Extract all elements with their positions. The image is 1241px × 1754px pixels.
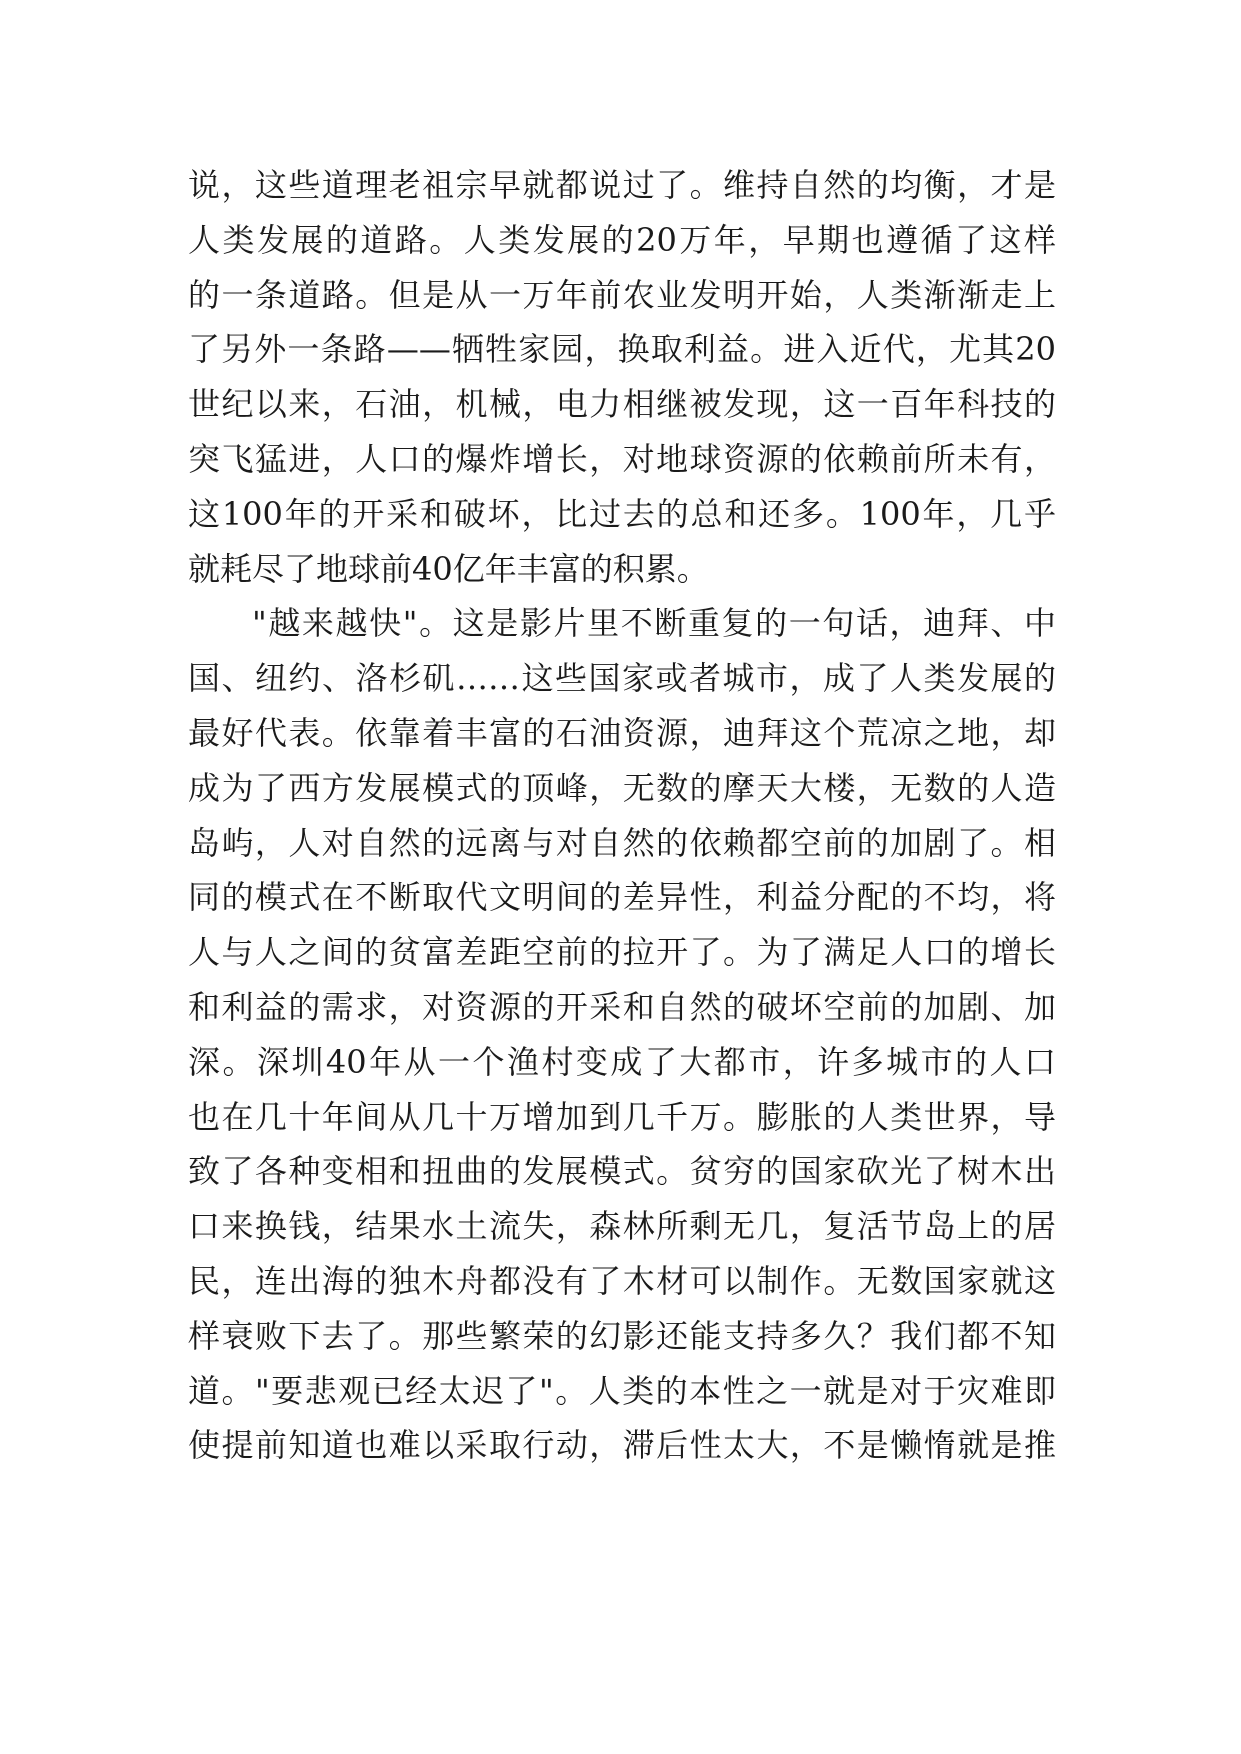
- body-text: [188, 158, 1056, 1473]
- text-line: 也在几十年间从几十万增加到几千万。膨胀的人类世界，导: [188, 1097, 1056, 1136]
- text-line: 说，这些道理老祖宗早就都说过了。维持自然的均衡，才是: [188, 166, 1056, 204]
- text-line: 的一条道路。但是从一万年前农业发明开始，人类渐渐走上: [188, 275, 1056, 314]
- text-line: 就耗尽了地球前40亿年丰富的积累。: [188, 549, 709, 588]
- text-line: 口来换钱，结果水土流失，森林所剩无几，复活节岛上的居: [188, 1207, 1056, 1246]
- text-line: 突飞猛进，人口的爆炸增长，对地球资源的依赖前所未有，: [188, 439, 1056, 478]
- text-line: 民，连出海的独木舟都没有了木材可以制作。无数国家就这: [188, 1261, 1056, 1300]
- text-line: 样衰败下去了。那些繁荣的幻影还能支持多久？我们都不知: [188, 1316, 1056, 1355]
- text-line: 世纪以来，石油，机械，电力相继被发现，这一百年科技的: [188, 385, 1056, 424]
- text-line: "越来越快"。这是影片里不断重复的一句话，迪拜、中: [252, 604, 1056, 643]
- text-line: 致了各种变相和扭曲的发展模式。贫穷的国家砍光了树木出: [188, 1152, 1056, 1191]
- text-line: 国、纽约、洛杉矶……这些国家或者城市，成了人类发展的: [188, 659, 1056, 698]
- text-line: 使提前知道也难以采取行动，滞后性太大，不是懒惰就是推: [188, 1426, 1056, 1465]
- text-line: 了另外一条路——牺牲家园，换取利益。进入近代，尤其20: [188, 330, 1056, 369]
- text-line: 道。"要悲观已经太迟了"。人类的本性之一就是对于灾难即: [188, 1371, 1056, 1410]
- text-line: 人与人之间的贫富差距空前的拉开了。为了满足人口的增长: [188, 933, 1056, 972]
- text-line: 深。深圳40年从一个渔村变成了大都市，许多城市的人口: [188, 1042, 1056, 1081]
- text-line: 和利益的需求，对资源的开采和自然的破坏空前的加剧、加: [188, 987, 1056, 1026]
- text-line: 人类发展的道路。人类发展的20万年，早期也遵循了这样: [188, 220, 1056, 259]
- text-line: 最好代表。依靠着丰富的石油资源，迪拜这个荒凉之地，却: [188, 713, 1056, 752]
- text-line: 岛屿，人对自然的远离与对自然的依赖都空前的加剧了。相: [188, 823, 1056, 862]
- text-line: 同的模式在不断取代文明间的差异性，利益分配的不均，将: [188, 878, 1056, 917]
- text-line: 成为了西方发展模式的顶峰，无数的摩天大楼，无数的人造: [188, 768, 1056, 807]
- text-line: 这100年的开采和破坏，比过去的总和还多。100年，几乎: [188, 494, 1056, 533]
